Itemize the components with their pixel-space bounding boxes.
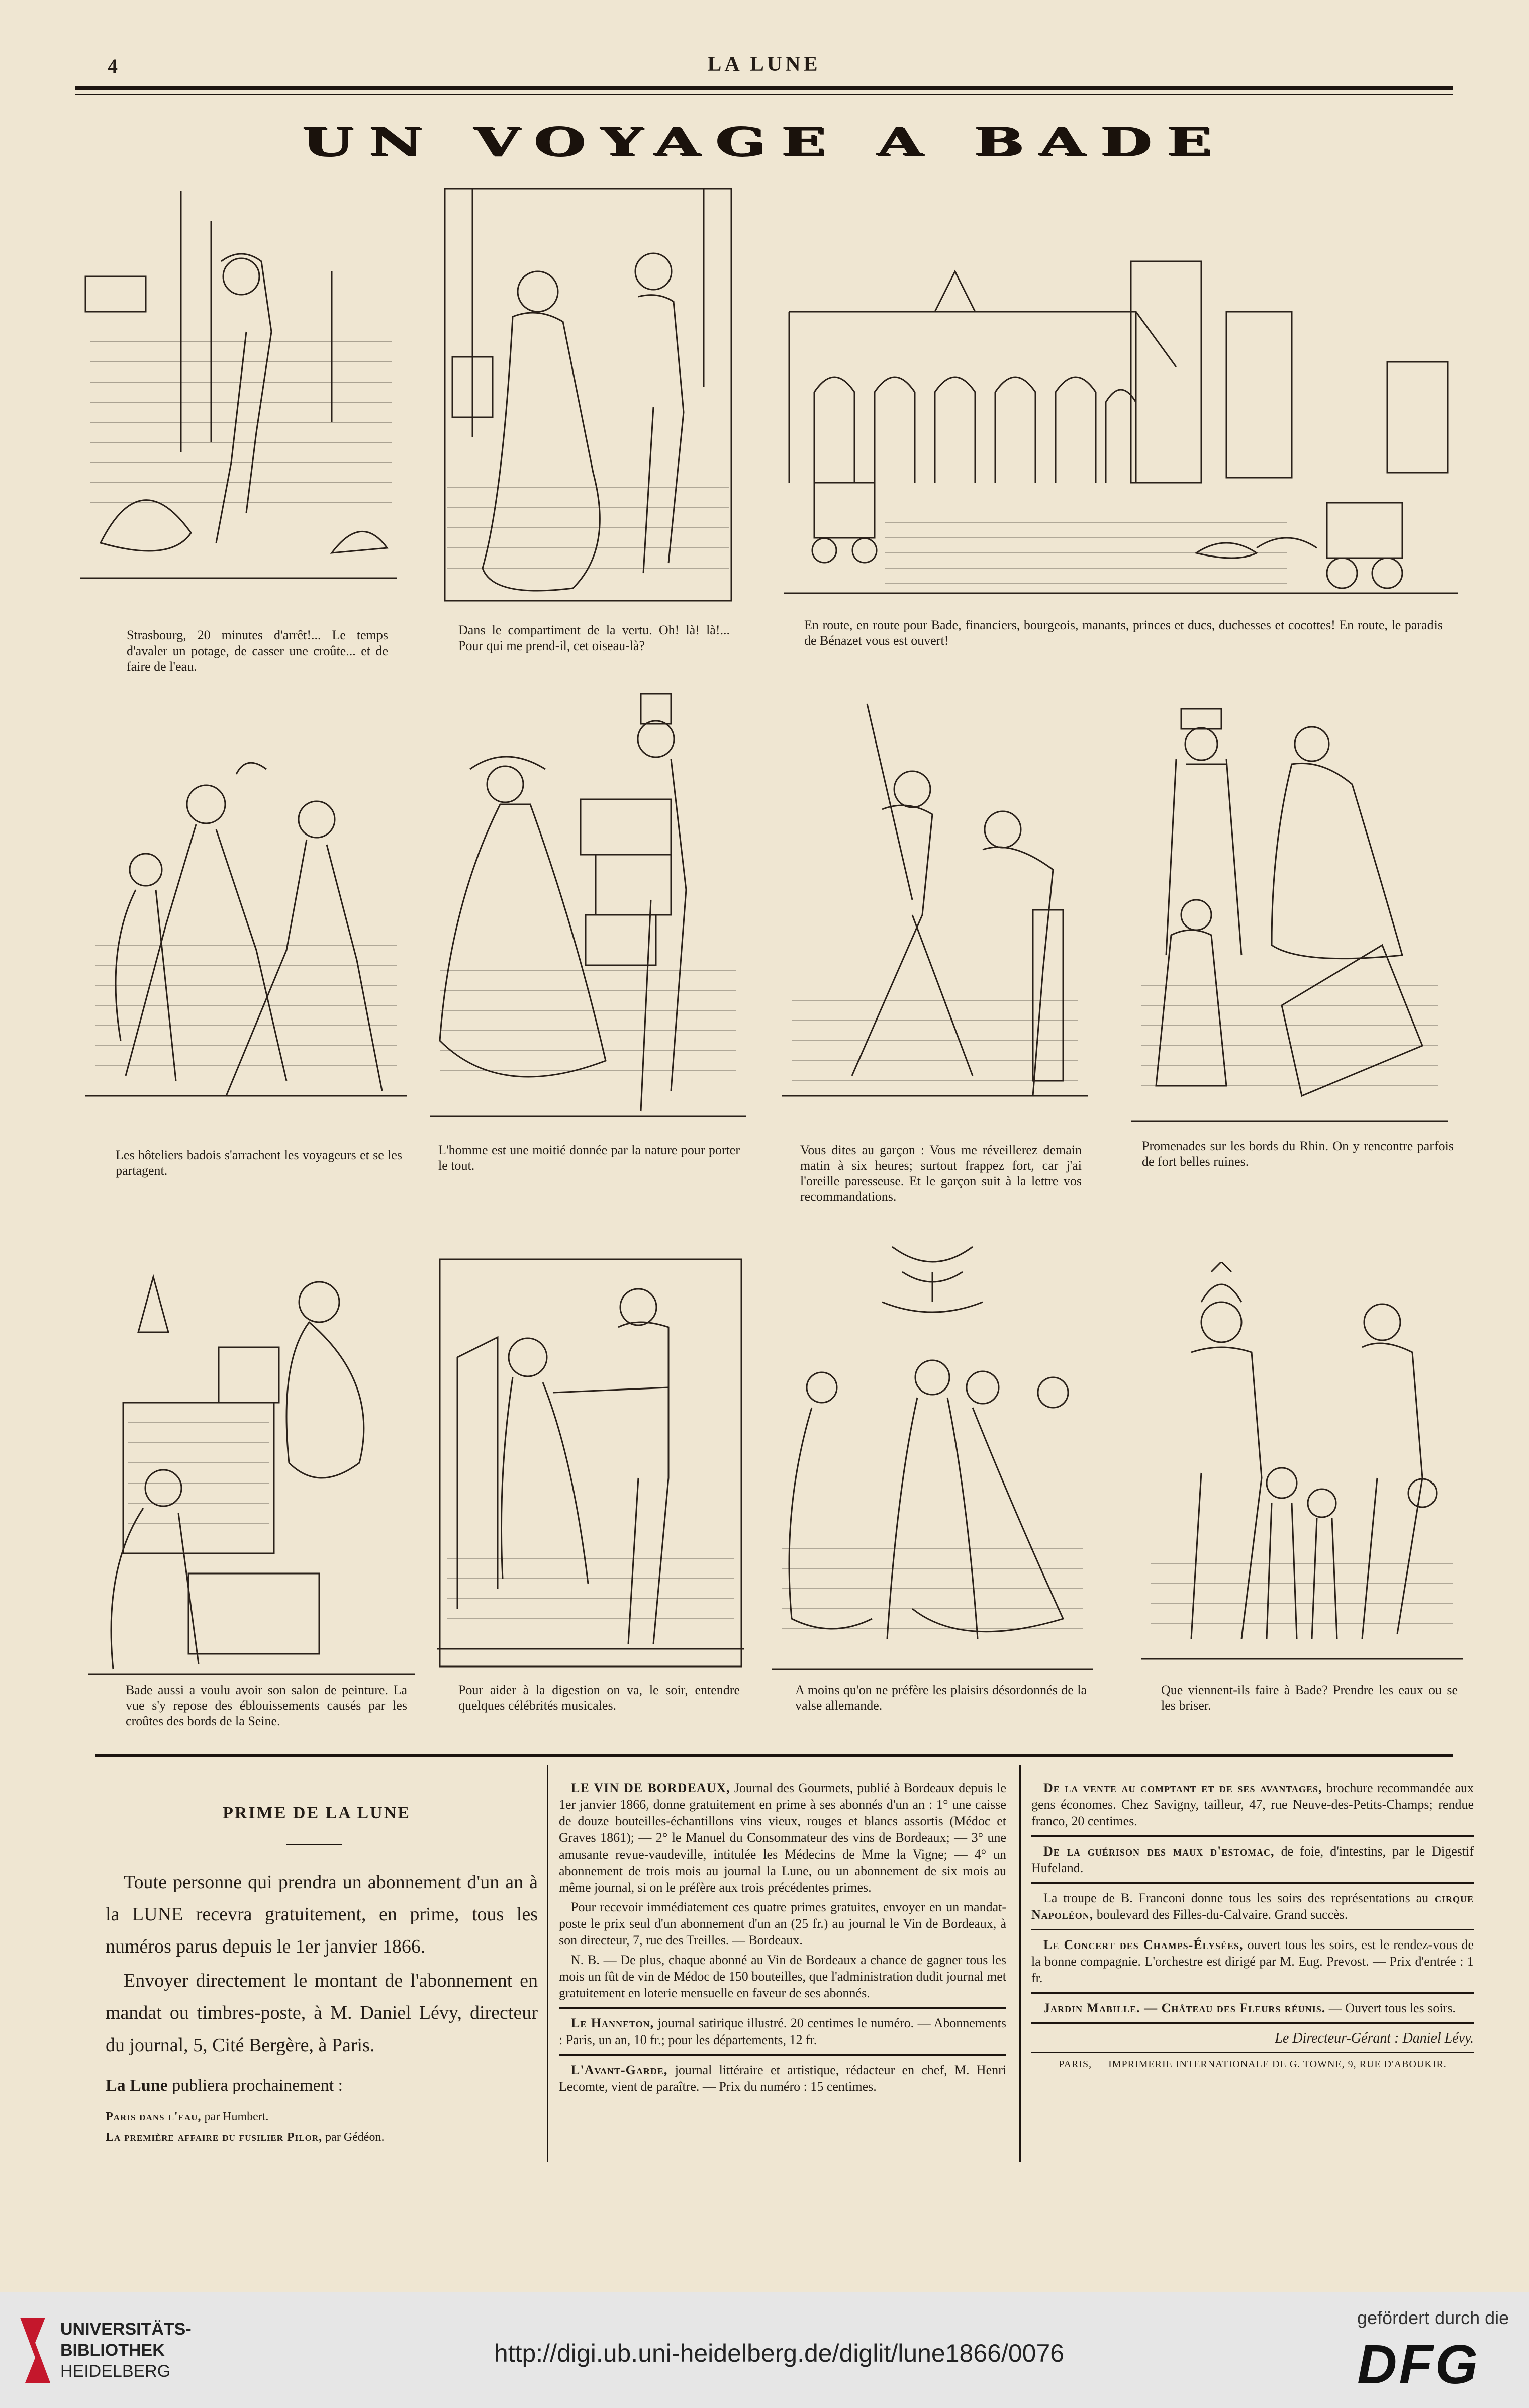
illustration-garcon-reveil (782, 699, 1088, 1106)
maux-estomac-ad: De la guérison des maux d'estomac, de foie, d'intestins, par le Digestif Hufeland. (1031, 1844, 1474, 1875)
funding-note: gefördert durch die (1357, 2307, 1509, 2328)
caption-r2c2: L'homme est une moitié donnée par la nature pour porter le tout. (438, 1143, 740, 1173)
prime-body (106, 1866, 538, 2063)
library-logo-icon (15, 2312, 55, 2388)
right-column (1031, 1780, 1474, 2071)
permalink-url[interactable]: http://digi.ub.uni-heidelberg.de/diglit/lune1866/0076 (494, 2339, 1065, 2367)
prime-item-1: Paris dans l'eau, par Humbert. (106, 2110, 269, 2123)
illustration-valse (772, 1237, 1093, 1679)
caption-r1c1: Strasbourg, 20 minutes d'arrêt!... Le temps d'avaler un potage, de casser une croûte... et de faire de l'eau. (127, 628, 388, 674)
right-rule-5 (1031, 2022, 1474, 2024)
caption-r3c3: A moins qu'on ne préfère les plaisirs désordonnés de la valse allemande. (795, 1683, 1087, 1713)
journal-title: LA LUNE (707, 53, 821, 76)
illustration-compartiment (442, 186, 734, 603)
page-title: UN VOYAGE A BADE (301, 118, 1227, 165)
caption-r1c3: En route, en route pour Bade, financiers, bourgeois, manants, princes et ducs, duchesses et cocottes! En route, le paradis de Bénazet vous est ouvert! (804, 618, 1443, 648)
right-rule-2 (1031, 1882, 1474, 1884)
vin-paragraph-3: N. B. — De plus, chaque abonné au Vin de Bordeaux a chance de gagner tous les mois un fût de vin de Médoc de 150 bouteilles, que l'administration dudit journal met gratuitement en loterie mensuelle en faveur de ses abonnés. (559, 1953, 1006, 2000)
illustration-hoteliers (85, 744, 407, 1101)
vin-de-bordeaux-ad: LE VIN DE BORDEAUX, Journal des Gourmets, publié à Bordeaux depuis le 1er janvier 1866, donne gratuitement en prime à ses abonnés d'un an : 1° une caisse de douze bouteilles-échantillons vins vieux, rouges et blancs assortis (Médoc et Graves 1861); — 2° le Manuel du Consommateur des vins de Bordeaux; — 3° une amusante revue-vaudeville, intitulée les Médecins de Mme la Vigne; — 4° un abonnement de trois mois au journal la Lune, ou un abonnement de six mois au même journal, si on le préfère aux trois précédentes primes. (559, 1781, 1006, 1895)
caption-r2c3: Vous dites au garçon : Vous me réveillerez demain matin à six heures; surtout frappez fort, car j'ai l'oreille paresseuse. Et le garçon suit à la lettre vos recommandations. (800, 1143, 1082, 1204)
illustration-salon-peinture (88, 1272, 415, 1679)
library-name: UNIVERSITÄTS- BIBLIOTHEK HEIDELBERG (60, 2320, 192, 2381)
illustration-gare-de-bade (784, 241, 1458, 603)
caption-r3c4: Que viennent-ils faire à Bade? Prendre les eaux ou se les briser. (1161, 1683, 1458, 1713)
illustration-soldats (1141, 1262, 1463, 1669)
concert-ad: Le Concert des Champs-Élysées, ouvert tous les soirs, est le rendez-vous de la bonne compagnie. L'orchestre est dirigé par M. Eug. Prevost. — Prix d'entrée : 1 fr. (1031, 1937, 1474, 1985)
section-rule (95, 1754, 1453, 1757)
caption-r3c2: Pour aider à la digestion on va, le soir, entendre quelques célébrités musicales. (458, 1683, 740, 1713)
prime-item-2: La première affaire du fusilier Pilor, par Gédéon. (106, 2131, 385, 2144)
caption-r1c2: Dans le compartiment de la vertu. Oh! là! là!... Pour qui me prend-il, cet oiseau-là? (458, 623, 730, 653)
middle-rule-2 (559, 2054, 1006, 2056)
prime-paragraph-2: Envoyer directement le montant de l'abonnement en mandat ou timbres-poste, à M. Daniel Lévy, directeur du journal, 5, Cité Bergère, à Paris. (106, 1970, 538, 2056)
header-rule (75, 86, 1453, 90)
mabille-ad: Jardin Mabille. — Château des Fleurs réunis. — Ouvert tous les soirs. (1043, 2001, 1456, 2015)
prime-title: PRIME DE LA LUNE (223, 1804, 411, 1822)
middle-column (559, 1780, 1006, 2098)
right-rule-4 (1031, 1992, 1474, 1994)
right-rule-6 (1031, 2052, 1474, 2053)
digitization-footer (0, 2292, 1529, 2408)
illustration-ruines-rhin (1131, 704, 1448, 1126)
page-number: 4 (108, 55, 118, 77)
dfg-logo: DFG (1357, 2334, 1480, 2395)
header-rule-thin (75, 94, 1453, 95)
caption-r2c4: Promenades sur les bords du Rhin. On y rencontre parfois de fort belles ruines. (1142, 1139, 1454, 1169)
imprimerie-line: PARIS, — IMPRIMERIE INTERNATIONALE DE G. TOWNE, 9, RUE D'ABOUKIR. (1059, 2059, 1447, 2070)
illustration-concert (437, 1257, 744, 1669)
caption-r2c1: Les hôteliers badois s'arrachent les voyageurs et se les partagent. (116, 1148, 402, 1178)
illustration-homme-porteur (430, 689, 746, 1121)
right-rule-1 (1031, 1835, 1474, 1837)
middle-rule-1 (559, 2007, 1006, 2009)
right-rule-3 (1031, 1929, 1474, 1930)
prime-announce: La Lune publiera prochainement : (106, 2076, 343, 2095)
cirque-ad: La troupe de B. Franconi donne tous les soirs des représentations au cirque Napoléon, boulevard des Filles-du-Calvaire. Grand succès. (1031, 1891, 1474, 1922)
prime-paragraph-1: Toute personne qui prendra un abonnement d'un an à la LUNE recevra gratuitement, en prime, tous les numéros parus depuis le 1er janvier 1866. (106, 1872, 538, 1957)
caption-r3c1: Bade aussi a voulu avoir son salon de peinture. La vue s'y repose des éblouissements causés par les croûtes des bords de la Seine. (126, 1683, 407, 1728)
prime-title-rule (286, 1844, 342, 1845)
vente-comptant-ad: De la vente au comptant et de ses avantages, brochure recommandée aux gens économes. Chez Savigny, tailleur, 47, rue Neuve-des-Petits-Champs; rendue franco, 20 centimes. (1031, 1781, 1474, 1828)
column-divider-1 (547, 1765, 548, 2162)
hanneton-ad: Le Hanneton, journal satirique illustré. 20 centimes le numéro. — Abonnements : Paris, un an, 10 fr.; pour les départements, 12 fr. (559, 2016, 1006, 2047)
column-divider-2 (1019, 1765, 1021, 2162)
vin-paragraph-2: Pour recevoir immédiatement ces quatre primes gratuites, envoyer en un mandat-poste le prix seul d'un abonnement d'un an (25 fr.) au journal le Vin de Bordeaux, à son directeur, 7, rue des Treilles. — Bordeaux. (559, 1900, 1006, 1948)
avant-garde-ad: L'Avant-Garde, journal littéraire et artistique, rédacteur en chef, M. Henri Lecomte, vient de paraître. — Prix du numéro : 15 centimes. (559, 2063, 1006, 2094)
illustration-strasbourg (80, 191, 397, 603)
directeur-gerant: Le Directeur-Gérant : Daniel Lévy. (1275, 2030, 1474, 2046)
